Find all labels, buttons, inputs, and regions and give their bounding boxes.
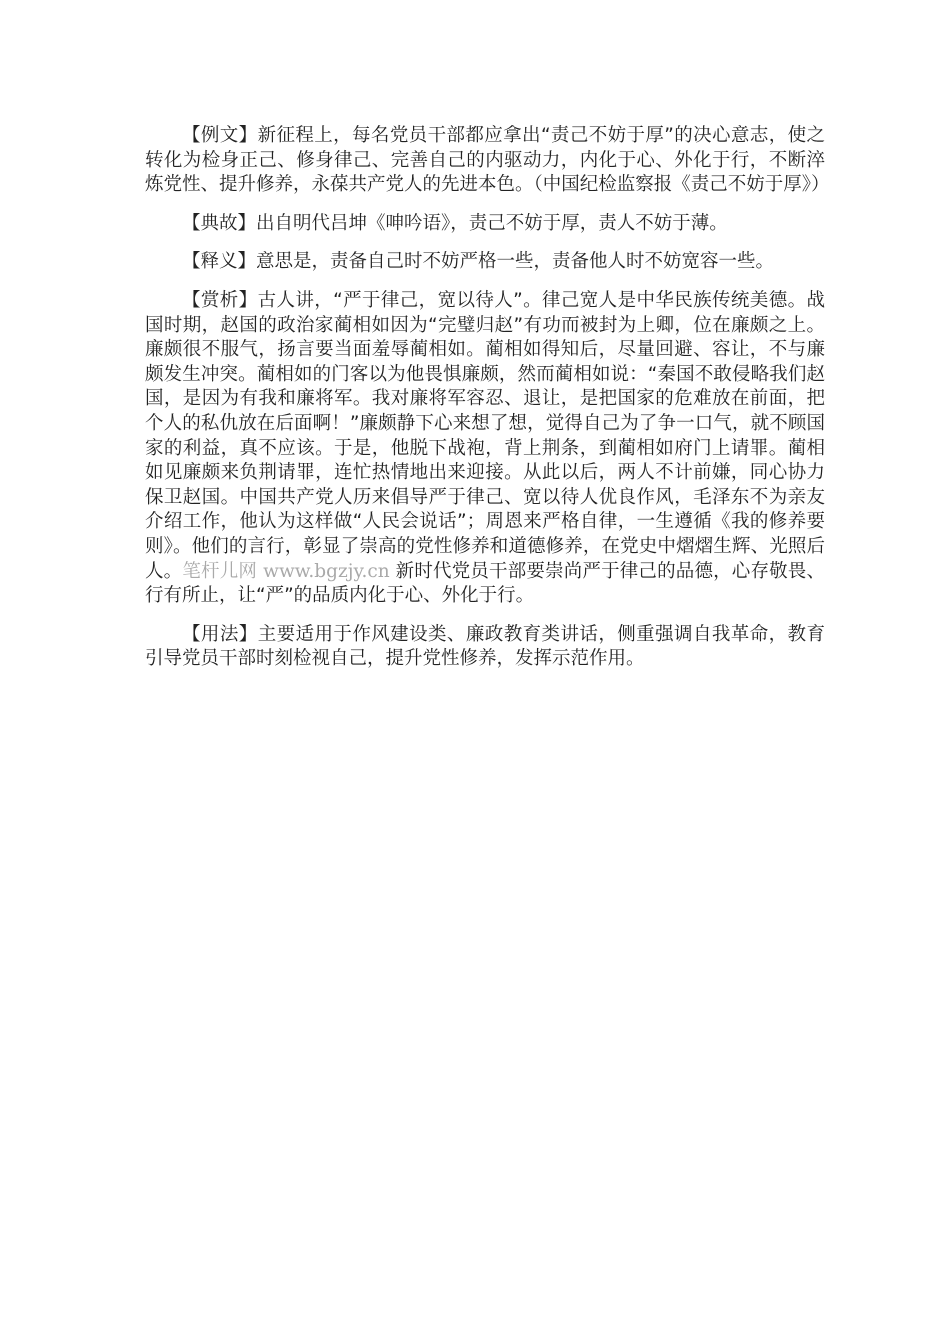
- paragraph-text: 意思是，责备自己时不妨严格一些，责备他人时不妨宽容一些。: [256, 251, 775, 273]
- watermark-text: 笔杆儿网 www.bgzjy.cn: [182, 560, 390, 582]
- paragraph-tag: 【用法】: [182, 623, 258, 645]
- paragraph-tag: 【赏析】: [182, 289, 258, 311]
- paragraph-appreciation: [145, 289, 825, 609]
- paragraph-text: 古人讲，“严于律己，宽以待人”。律己宽人是中华民族传统美德。战国时期，赵国的政治家蔺相如因为“完璧归赵”有功而被封为上卿，位在廉颇之上。廉颇很不服气，扬言要当面羞辱蔺相如。蔺相如得知后，尽量回避、容让，不与廉颇发生冲突。蔺相如的门客以为他畏惧廉颇，然而蔺相如说：“秦国不敢侵略我们赵国，是因为有我和廉将军。我对廉将军容忍、退让，是把国家的危难放在前面，把个人的私仇放在后面啊！”廉颇静下心来想了想，觉得自己为了争一口气，就不顾国家的利益，真不应该。于是，他脱下战袍，背上荆条，到蔺相如府门上请罪。蔺相如见廉颇来负荆请罪，连忙热情地出来迎接。从此以后，两人不计前嫌，同心协力保卫赵国。中国共产党人历来倡导严于律己、宽以待人优良作风，毛泽东不为亲友介绍工作，他认为这样做“人民会说话”；周恩来严格自律，一生遵循《我的修养要则》。他们的言行，彰显了崇高的党性修养和道德修养，在党史中熠熠生辉、光照后人。: [145, 289, 825, 582]
- paragraph-tag: 【例文】: [182, 125, 258, 146]
- paragraph-tag: 【释义】: [182, 251, 257, 273]
- paragraph-usage: [145, 623, 825, 672]
- paragraph-text-continued: 新时代党员干部要崇尚严于律己的品德，心存敬畏、行有所止，让“严”的品质内化于心、外化于行。: [145, 560, 825, 607]
- paragraph-tag: 【典故】: [182, 212, 257, 234]
- paragraph-text: 出自明代吕坤《呻吟语》，责己不妨于厚，责人不妨于薄。: [256, 212, 728, 234]
- paragraph-text: 主要适用于作风建设类、廉政教育类讲话，侧重强调自我革命，教育引导党员干部时刻检视自己，提升党性修养，发挥示范作用。: [145, 623, 825, 670]
- paragraph-text: 新征程上，每名党员干部都应拿出“责己不妨于厚”的决心意志，使之转化为检身正己、修身律己、完善自己的内驱动力，内化于心、外化于行，不断淬炼党性、提升修养，永葆共产党人的先进本色。（中国纪检监察报《责己不妨于厚》）: [145, 125, 830, 196]
- document-page: [145, 124, 830, 686]
- paragraph-example: [145, 124, 830, 198]
- paragraph-meaning: [145, 250, 825, 275]
- paragraph-allusion: [145, 212, 825, 237]
